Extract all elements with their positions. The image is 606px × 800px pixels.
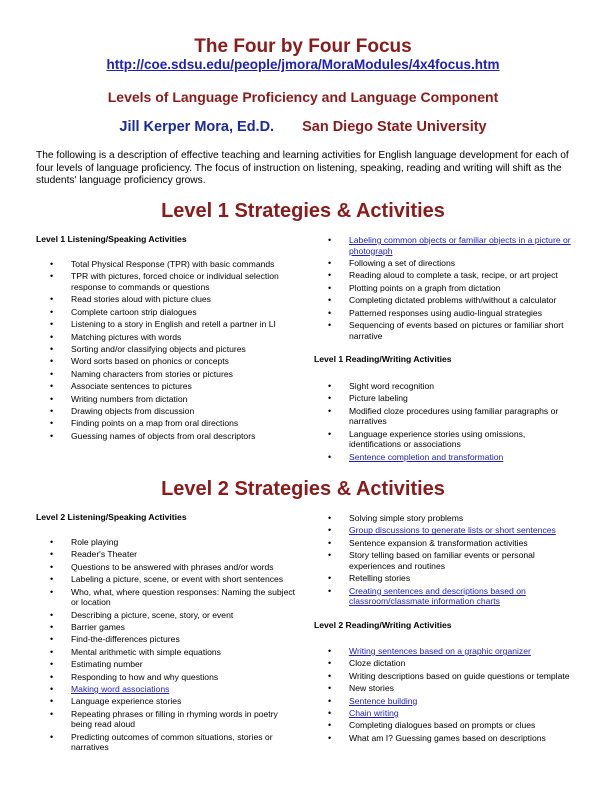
activity-text: Naming characters from stories or pictures xyxy=(71,368,233,379)
activity-text: Word sorts based on phonics or concepts xyxy=(71,356,229,367)
page-title: The Four by Four Focus xyxy=(194,36,412,57)
activity-item xyxy=(328,658,576,669)
activity-item xyxy=(50,562,298,573)
level1-reading-heading: Level 1 Reading/Writing Activities xyxy=(314,354,452,364)
activity-item xyxy=(50,332,298,343)
activity-text: Reading aloud to complete a task, recipe, or art project xyxy=(349,270,558,281)
activity-text: Story telling based on familiar events or personal experiences and routines xyxy=(349,550,535,571)
level2-listening-list-right xyxy=(328,513,576,609)
level2-heading: Level 2 Strategies & Activities xyxy=(161,478,445,500)
activity-text: Role playing xyxy=(71,537,119,547)
activity-item xyxy=(50,549,298,560)
activity-text: What am I? Guessing games based on descriptions xyxy=(349,732,546,743)
activity-link-item[interactable] xyxy=(328,235,576,256)
activity-link[interactable]: Writing sentences based on a graphic organizer xyxy=(349,646,531,656)
activity-text: Sentence expansion & transformation activities xyxy=(349,537,528,548)
intro-paragraph: The following is a description of effective teaching and learning activities for English language development for each of four levels of language proficiency. The focus of instruction on listening, speaking, reading and writing will shift as the students' language proficiency grows. xyxy=(36,150,569,186)
activity-item xyxy=(50,696,298,707)
activity-text: TPR with pictures, forced choice or individual selection response to commands or questions xyxy=(71,271,279,292)
level1-listening-heading: Level 1 Listening/Speaking Activities xyxy=(36,234,187,244)
level2-listening-heading: Level 2 Listening/Speaking Activities xyxy=(36,512,187,522)
activity-item xyxy=(50,369,298,380)
activity-link[interactable]: Creating sentences and descriptions based on classroom/classmate information charts xyxy=(349,585,526,607)
level1-listening-list-right xyxy=(328,235,576,343)
activity-text: Find-the-differences pictures xyxy=(71,634,180,645)
activity-item xyxy=(50,574,298,585)
activity-item xyxy=(328,393,576,404)
activity-item xyxy=(50,622,298,633)
activity-text: Responding to how and why questions xyxy=(71,671,219,682)
activity-item xyxy=(50,307,298,318)
activity-text: Describing a picture, scene, story, or event xyxy=(71,609,234,620)
activity-text: Drawing objects from discussion xyxy=(71,405,195,416)
level2-reading-heading: Level 2 Reading/Writing Activities xyxy=(314,620,452,630)
activity-text: New stories xyxy=(349,683,394,694)
activity-item xyxy=(50,271,298,292)
activity-item xyxy=(328,406,576,427)
activity-link[interactable]: Group discussions to generate lists or short sentences xyxy=(349,525,556,536)
activity-item xyxy=(328,720,576,731)
activity-text: Guessing names of objects from oral descriptors xyxy=(71,430,256,441)
activity-item xyxy=(50,647,298,658)
activity-item xyxy=(50,259,298,270)
activity-item xyxy=(328,513,576,524)
activity-text: Plotting points on a graph from dictation xyxy=(349,282,501,293)
activity-item xyxy=(50,732,298,753)
activity-text: Total Physical Response (TPR) with basic commands xyxy=(71,259,275,269)
activity-link[interactable]: Labeling common objects or familiar objects in a picture or photograph xyxy=(349,235,571,256)
activity-text: Cloze dictation xyxy=(349,658,406,669)
activity-link[interactable]: Making word associations xyxy=(71,683,170,694)
author-line xyxy=(0,118,606,136)
activity-item xyxy=(328,283,576,294)
activity-text: Completing dialogues based on prompts or clues xyxy=(349,720,536,731)
activity-item xyxy=(50,418,298,429)
activity-link-item[interactable] xyxy=(50,684,298,695)
university-name: San Diego State University xyxy=(302,119,487,135)
activity-text: Predicting outcomes of common situations, stories or narratives xyxy=(71,731,273,753)
activity-text: Following a set of directions xyxy=(349,257,456,268)
activity-link[interactable]: Sentence building xyxy=(349,695,418,706)
activity-item xyxy=(328,733,576,744)
activity-item xyxy=(50,587,298,608)
activity-link[interactable]: Chain writing xyxy=(349,707,399,718)
activity-text: Retelling stories xyxy=(349,573,411,584)
activity-item xyxy=(328,270,576,281)
activity-item xyxy=(328,683,576,694)
activity-text: Barrier games xyxy=(71,621,125,632)
level2-reading-list xyxy=(328,646,576,745)
activity-text: Read stories aloud with picture clues xyxy=(71,294,211,305)
activity-item xyxy=(50,431,298,442)
activity-item xyxy=(328,381,576,392)
page-subtitle: Levels of Language Proficiency and Language Component xyxy=(107,89,499,105)
activity-item xyxy=(50,672,298,683)
source-url-link[interactable]: http://coe.sdsu.edu/people/jmora/MoraModules/4x4focus.htm xyxy=(106,57,500,72)
activity-link-item[interactable] xyxy=(328,525,576,536)
activity-text: Solving simple story problems xyxy=(349,513,464,523)
activity-text: Patterned responses using audio-lingual strategies xyxy=(349,307,543,318)
activity-item xyxy=(50,356,298,367)
activity-item xyxy=(328,538,576,549)
activity-item xyxy=(328,308,576,319)
activity-text: Language experience stories using omissions, identifications or associations xyxy=(349,428,526,450)
level1-reading-list xyxy=(328,381,576,464)
activity-text: Matching pictures with words xyxy=(71,331,182,342)
activity-text: Associate sentences to pictures xyxy=(71,381,192,392)
activity-link-item[interactable] xyxy=(328,452,576,463)
activity-text: Language experience stories xyxy=(71,696,182,707)
activity-item xyxy=(328,429,576,450)
activity-link-item[interactable] xyxy=(328,586,576,607)
activity-link-item[interactable] xyxy=(328,708,576,719)
activity-link[interactable]: Sentence completion and transformation xyxy=(349,451,504,462)
level2-listening-list-left xyxy=(50,537,298,755)
activity-text: Modified cloze procedures using familiar paragraphs or narratives xyxy=(349,405,559,427)
activity-text: Writing descriptions based on guide questions or template xyxy=(349,670,570,681)
activity-text: Mental arithmetic with simple equations xyxy=(71,646,221,657)
activity-text: Repeating phrases or filling in rhyming words in poetry being read aloud xyxy=(71,708,278,730)
activity-item xyxy=(50,319,298,330)
activity-item xyxy=(50,406,298,417)
activity-item xyxy=(328,671,576,682)
activity-text: Estimating number xyxy=(71,659,143,670)
activity-text: Sorting and/or classifying objects and pictures xyxy=(71,343,246,354)
activity-text: Who, what, where question responses: Naming the subject or location xyxy=(71,586,296,608)
activity-text: Labeling a picture, scene, or event with short sentences xyxy=(71,574,284,585)
activity-item xyxy=(50,659,298,670)
activity-item xyxy=(328,258,576,269)
activity-text: Sequencing of events based on pictures or familiar short narrative xyxy=(349,319,564,341)
level1-heading: Level 1 Strategies & Activities xyxy=(161,200,445,222)
activity-item xyxy=(328,550,576,571)
activity-link-item[interactable] xyxy=(328,696,576,707)
activity-text: Picture labeling xyxy=(349,393,408,404)
activity-item xyxy=(328,295,576,306)
activity-text: Questions to be answered with phrases and/or words xyxy=(71,561,274,572)
activity-item xyxy=(50,344,298,355)
activity-item xyxy=(50,294,298,305)
activity-text: Reader's Theater xyxy=(71,549,137,560)
activity-text: Complete cartoon strip dialogues xyxy=(71,306,197,317)
activity-item xyxy=(50,610,298,621)
activity-link-item[interactable] xyxy=(328,646,576,657)
level1-listening-list-left xyxy=(50,259,298,443)
activity-text: Listening to a story in English and retell a partner in LI xyxy=(71,319,276,330)
activity-item xyxy=(328,573,576,584)
activity-item xyxy=(50,394,298,405)
activity-text: Completing dictated problems with/without a calculator xyxy=(349,295,557,306)
activity-item xyxy=(328,320,576,341)
activity-item xyxy=(50,634,298,645)
activity-text: Writing numbers from dictation xyxy=(71,393,188,404)
activity-item xyxy=(50,709,298,730)
activity-item xyxy=(50,537,298,548)
activity-item xyxy=(50,381,298,392)
activity-text: Sight word recognition xyxy=(349,381,435,391)
activity-text: Finding points on a map from oral directions xyxy=(71,418,239,429)
author-name: Jill Kerper Mora, Ed.D. xyxy=(119,119,275,135)
